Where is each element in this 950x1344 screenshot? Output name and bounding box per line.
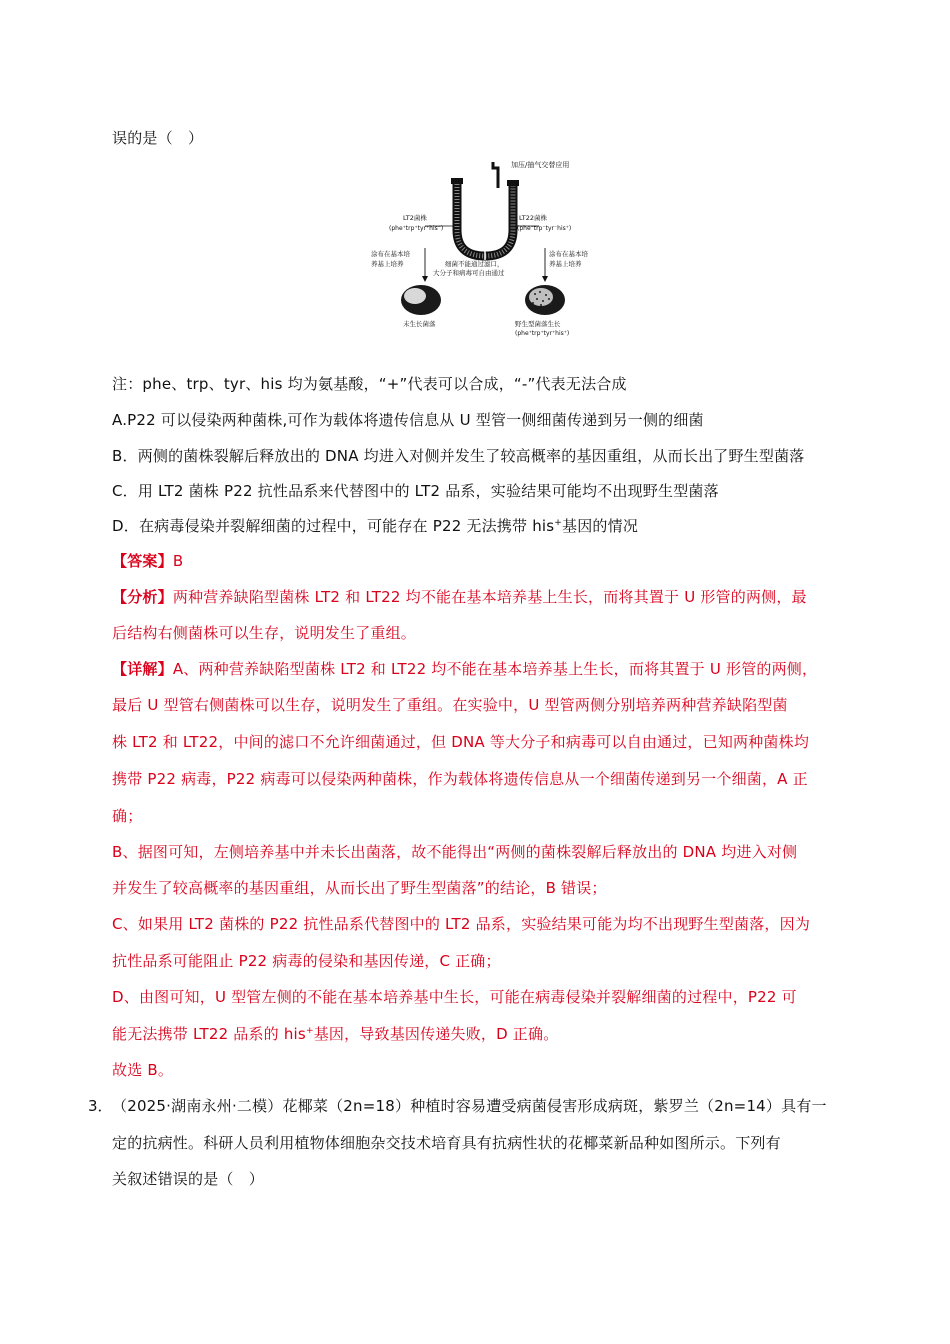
detail-text-d2: 能无法携带 LT22 品系的 his [112, 1025, 306, 1043]
right-genotype-label: (phe⁻trp⁻tyr⁻his⁺) [517, 225, 572, 232]
pump-tube [493, 162, 498, 188]
analysis-text-1: 两种营养缺陷型菌株 LT2 和 LT22 均不能在基本培养基上生长，而将其置于 U 形管的两侧，最 [172, 588, 807, 606]
answer-value: B [172, 552, 184, 570]
detail-line-b1: B、据图可知，左侧培养基中并未长出菌落，故不能得出“两侧的菌株裂解后释放出的 DNA 均进入对侧 [112, 843, 798, 861]
filter-note-2: 大分子和病毒可自由通过 [433, 269, 505, 277]
detail-line-d1: D、由图可知，U 型管左侧的不能在基本培养基中生长，可能在病毒侵染并裂解细菌的过程中，P22 可 [112, 988, 797, 1006]
question-3-number: 3． [88, 1097, 113, 1115]
option-d [112, 516, 864, 536]
analysis-line-1 [112, 587, 864, 607]
option-a: A.P22 可以侵染两种菌株,可作为载体将遗传信息从 U 型管一侧细菌传递到另一侧的细菌 [112, 411, 704, 429]
answer [112, 551, 864, 571]
option-c: C．用 LT2 菌株 P22 抗性品系来代替图中的 LT2 品系，实验结果可能均不出现野生型菌落 [112, 482, 719, 500]
right-plate-text-2: 养基上培养 [549, 260, 582, 268]
left-genotype-label: (phe⁺trp⁺tyr⁺his⁻) [389, 225, 444, 232]
option-d-text-end: 基因的情况 [562, 517, 639, 535]
detail-line-a2: 最后 U 型管右侧菌株可以生存，说明发生了重组。在实验中，U 型管两侧分别培养两种营养缺陷型菌 [112, 696, 788, 714]
detail-line-c1: C、如果用 LT2 菌株的 P22 抗性品系代替图中的 LT2 品系，实验结果可能为均不出现野生型菌落，因为 [112, 915, 811, 933]
question-3-line-1: （2025·湖南永州·二模）花椰菜（2n=18）种植时容易遭受病菌侵害形成病斑，紫罗兰（2n=14）具有一 [112, 1097, 827, 1115]
u-tube-figure [365, 158, 605, 340]
u-tube-outer [457, 184, 513, 256]
pump-label: 加压/抽气交替应用 [511, 161, 570, 169]
right-arrow-head [542, 276, 548, 282]
question-3-line-3: 关叙述错误的是（ ） [112, 1170, 265, 1188]
detail-text-d2-end: 基因，导致基因传递失败，D 正确。 [313, 1025, 559, 1043]
right-strain-label: LT22菌株 [519, 214, 547, 222]
figure-note: 注：phe、trp、tyr、his 均为氨基酸，“+”代表可以合成，“-”代表无法合成 [112, 375, 627, 393]
left-strain-label: LT2菌株 [403, 214, 427, 222]
detail-conclusion: 故选 B。 [112, 1061, 174, 1079]
detail-line-b2: 并发生了较高概率的基因重组，从而长出了野生型菌落”的结论，B 错误； [112, 879, 607, 897]
left-cap [451, 178, 463, 184]
detail-line-a1 [112, 659, 864, 679]
right-plate-text-1: 涂布在基本培 [549, 250, 588, 258]
right-result-genotype: (phe⁺trp⁺tyr⁺his⁺) [515, 330, 570, 337]
detail-text-a1: A、两种营养缺陷型菌株 LT2 和 LT22 均不能在基本培养基上生长，而将其置于 U 形管的两侧， [172, 660, 818, 678]
question-stem-tail: 误的是（ ） [112, 129, 204, 147]
detail-line-a5: 确； [112, 807, 143, 825]
left-result-label: 未生长菌落 [403, 320, 436, 328]
analysis-label: 【分析】 [112, 588, 173, 606]
answer-label: 【答案】 [112, 552, 173, 570]
left-arrow-head [422, 276, 428, 282]
question-3-line-2: 定的抗病性。科研人员利用植物体细胞杂交技术培育具有抗病性状的花椰菜新品种如图所示。下列有 [112, 1134, 781, 1152]
option-d-text: D．在病毒侵染并裂解细菌的过程中，可能存在 P22 无法携带 his [112, 517, 555, 535]
right-cap [507, 180, 519, 186]
option-b: B．两侧的菌株裂解后释放出的 DNA 均进入对侧并发生了较高概率的基因重组，从而长出了野生型菌落 [112, 447, 805, 465]
option-d-sup: + [554, 518, 563, 528]
left-plate-highlight [404, 288, 426, 304]
detail-line-a4: 携带 P22 病毒，P22 病毒可以侵染两种菌株，作为载体将遗传信息从一个细菌传递到另一个细菌，A 正 [112, 770, 808, 788]
detail-d2-sup: + [305, 1026, 314, 1036]
analysis-line-2: 后结构右侧菌株可以生存，说明发生了重组。 [112, 624, 417, 642]
detail-line-a3: 株 LT2 和 LT22，中间的滤口不允许细菌通过，但 DNA 等大分子和病毒可以自由通过，已知两种菌株均 [112, 733, 810, 751]
detail-label: 【详解】 [112, 660, 173, 678]
detail-line-d2 [112, 1024, 864, 1044]
filter-note-1: 细菌不能通过滤口， [445, 260, 504, 268]
detail-line-c2: 抗性品系可能阻止 P22 病毒的侵染和基因传递，C 正确； [112, 952, 501, 970]
left-plate-text-1: 涂布在基本培 [371, 250, 410, 258]
u-tube-diagram [365, 158, 605, 340]
right-result-label: 野生型菌落生长 [515, 320, 561, 328]
left-plate-text-2: 养基上培养 [371, 260, 404, 268]
